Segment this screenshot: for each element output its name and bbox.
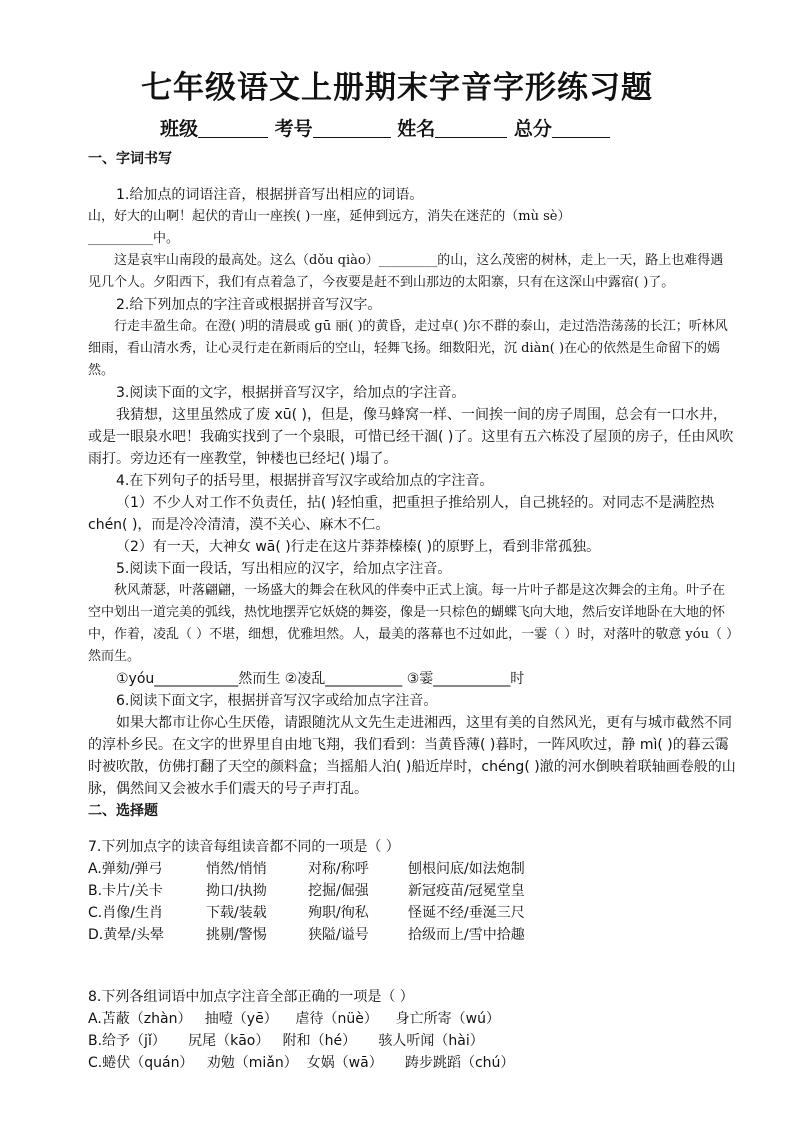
question-stem: 1.给加点的词语注音，根据拼音写出相应的词语。 <box>116 187 424 203</box>
option-cell: 新冠疫苗/冠冕堂皇 <box>408 883 525 899</box>
question-stem: 8.下列各组词语中加点字注音全部正确的一项是（ ） <box>88 989 414 1005</box>
score-blank[interactable] <box>552 119 610 138</box>
passage: （1）不少人对工作不负责任，拈( )轻怕重，把重担子推给别人，自己挑轻的。对同志不是满腔热 chén( )，而是冷冷清清，漠不关心、麻木不仁。 <box>88 495 715 533</box>
worksheet-content <box>88 148 736 1074</box>
option-row[interactable] <box>88 858 736 880</box>
option-cell: 下载/装载 <box>206 905 267 921</box>
option-cell: B.卡片/关卡 <box>88 883 163 899</box>
option-cell: 拗口/执拗 <box>206 883 267 899</box>
class-blank[interactable] <box>198 119 268 138</box>
option-row[interactable]: B.给予（jǐ） 尻尾（kāo） 附和（hé） 骇人听闻（hài） <box>88 1033 484 1049</box>
option-cell: 殉职/徇私 <box>308 905 369 921</box>
exam-no-blank[interactable] <box>313 119 391 138</box>
option-row[interactable] <box>88 924 736 946</box>
name-label: 姓名 <box>397 118 436 140</box>
option-cell: 悄然/悄悄 <box>206 861 267 877</box>
option-cell: A.弹劾/弹弓 <box>88 861 163 877</box>
question-stem: 4.在下列句子的括号里，根据拼音写汉字或给加点的字注音。 <box>116 473 494 489</box>
option-cell: 刨根问底/如法炮制 <box>408 861 525 877</box>
name-blank[interactable] <box>435 119 507 138</box>
section-heading: 二、选择题 <box>88 803 158 819</box>
spacer <box>88 946 736 986</box>
passage: 我猜想，这里虽然成了废 xū( )，但是，像马蜂窝一样、一间挨一间的房子周围，总会有一口水井，或是一眼泉水吧！我确实找到了一个泉眼，可惜已经干涸( )了。这里有五六栋没了屋顶的房子，任由风吹雨打。旁边还有一座教堂，钟楼也已经圮( )塌了。 <box>88 407 734 467</box>
passage: 秋风萧瑟，叶落翩翩，一场盛大的舞会在秋风的伴奏中正式上演。每一片叶子都是这次舞会的主角。叶子在空中划出一道完美的弧线，热忱地摆弄它妖娆的舞姿，像是一只棕色的蝴蝶飞向大地，然后安详地卧在大地的怀中，作着，凌乱（ ）不堪，细想，优雅坦然。人，最美的落幕也不过如此，一霎（ ）时，对落叶的敬意 yóu（ ）然而生。 <box>88 583 733 664</box>
passage: 这是哀牢山南段的最高处。这么（dǒu qiào）_________的山，这么茂密的树林，走上一天，路上也难得遇见几个人。夕阳西下，我们有点着急了，今夜要是赶不到山那边的太阳寨，只有在这深山中露宿( )了。 <box>88 253 724 290</box>
option-row[interactable] <box>88 902 736 924</box>
option-row[interactable]: A.苫蔽（zhàn） 抽噎（yē） 虐待（nüè） 身亡所寄（wú） <box>88 1011 500 1027</box>
option-cell: C.肖像/生肖 <box>88 905 163 921</box>
question-stem: 6.阅读下面文字，根据拼音写汉字或给加点字注音。 <box>116 693 438 709</box>
answer-blanks[interactable]: ①yóu____________然而生 ②凌乱___________ ③霎___________时 <box>116 671 525 687</box>
passage: 山，好大的山啊！起伏的青山一座挨( )一座，延伸到远方，消失在迷茫的（mù sè） <box>88 209 571 224</box>
option-cell: D.黄晕/头晕 <box>88 927 164 943</box>
option-cell: 狭隘/谥号 <box>308 927 369 943</box>
option-row[interactable]: C.蜷伏（quán） 劝勉（miǎn） 女娲（wā） 踌步跳蹈（chú） <box>88 1055 515 1071</box>
option-cell: 对称/称呼 <box>308 861 369 877</box>
score-label: 总分 <box>513 118 552 140</box>
page-title: 七年级语文上册期末字音字形练习题 <box>141 70 653 106</box>
question-stem: 2.给下列加点的字注音或根据拼音写汉字。 <box>116 297 382 313</box>
question-stem: 5.阅读下面一段话，写出相应的汉字，给加点字注音。 <box>116 561 452 577</box>
question-stem: 3.阅读下面的文字，根据拼音写汉字，给加点的字注音。 <box>116 385 466 401</box>
option-cell: 挖掘/倔强 <box>308 883 369 899</box>
exam-no-label: 考号 <box>274 118 313 140</box>
header-info <box>160 114 610 141</box>
passage: （2）有一天，大神女 wā( )行走在这片莽莽榛榛( )的原野上，看到非常孤独。 <box>116 539 601 555</box>
passage: 如果大都市让你心生厌倦，请跟随沈从文先生走进湘西，这里有美的自然风光，更有与城市截然不同的淳朴乡民。在文字的世界里自由地飞翔，我们看到：当黄昏薄( )暮时，一阵风吹过，静 mì( )的暮云霭时被吹散，仿佛打翻了天空的颜料盒；当摇船人泊( )船近岸时，chéng( )澈的河水倒映着联轴画卷般的山脉，偶然间又会被水手们震天的号子声打乱。 <box>88 715 736 797</box>
option-cell: 挑剔/警惕 <box>206 927 267 943</box>
question-stem: 7.下列加点字的读音每组读音都不同的一项是（ ） <box>88 839 400 855</box>
section-heading: 一、字词书写 <box>88 151 172 167</box>
passage: __________中。 <box>88 231 180 246</box>
option-cell: 怪诞不经/垂涎三尺 <box>408 905 525 921</box>
class-label: 班级 <box>160 118 199 140</box>
passage: 行走丰盈生命。在澄( )明的清晨或 gū 丽( )的黄昏，走过卓( )尔不群的泰山，走过浩浩荡荡的长江；听林风细雨，看山清水秀，让心灵行走在新雨后的空山，轻舞飞扬。细数阳光，沉 diàn( )在心的依然是生命留下的嫣然。 <box>88 319 728 378</box>
option-row[interactable] <box>88 880 736 902</box>
option-cell: 拾级而上/雪中拾趣 <box>408 927 525 943</box>
